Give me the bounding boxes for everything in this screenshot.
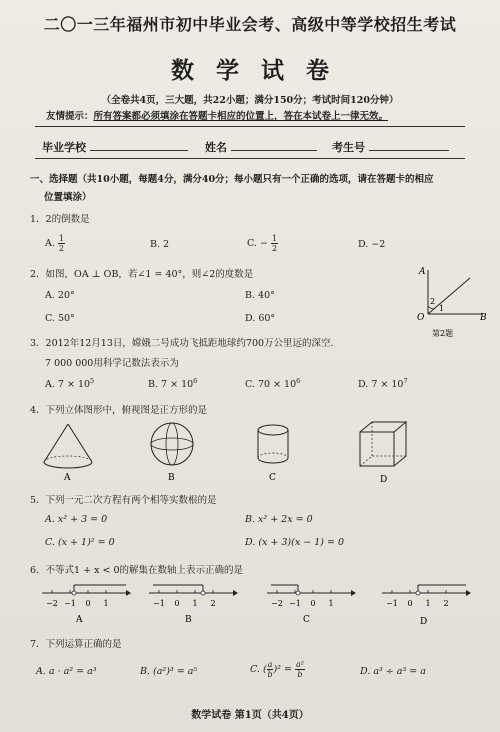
cube-figure[interactable] [354, 418, 416, 484]
q2-stem: 2．如图，OA ⊥ OB，若∠1 = 40°，则∠2的度数是 [30, 269, 254, 280]
name-field[interactable] [205, 139, 317, 155]
label-1: 1 [439, 304, 445, 313]
q2-option-d[interactable]: D. 60° [245, 313, 276, 324]
tip-text: 所有答案都必须填涂在答题卡相应的位置上，答在本试卷上一律无效。 [93, 111, 389, 122]
id-blank[interactable] [369, 150, 449, 151]
q5-option-d[interactable]: D. (x + 3)(x − 1) = 0 [245, 537, 344, 548]
q1-stem: 1．2的倒数是 [30, 214, 90, 225]
id-field[interactable] [332, 139, 449, 155]
tick-label: 1 [103, 599, 109, 608]
sphere-figure[interactable] [142, 418, 202, 484]
q1-option-c[interactable]: C. − $\frac{1}{2}$ [247, 234, 278, 253]
name-blank[interactable] [231, 150, 317, 151]
q5-option-a[interactable]: A. x² + 3 = 0 [45, 514, 108, 525]
q3-option-b[interactable]: B. $7 \times 10^6$ [148, 377, 198, 391]
exam-title: 二〇一三年福州市初中毕业会考、高级中等学校招生考试 [43, 15, 457, 34]
q3-stem-2: 7 000 000用科学记数法表示为 [45, 358, 179, 369]
option-label: C [303, 615, 310, 625]
tip-label: 友情提示： [46, 111, 94, 122]
q3-stem: 3．2012年12月13日，嫦娥二号成功飞抵距地球约700万公里远的深空． [30, 338, 341, 349]
q1-option-a[interactable]: A. $\frac{1}{2}$ [45, 234, 65, 253]
label-2: 2 [430, 297, 436, 306]
angle-arc [428, 306, 434, 309]
tick-label: −2 [271, 599, 283, 608]
q3-option-a[interactable]: A. $7 \times 10^5$ [45, 377, 95, 391]
tick-label: 2 [443, 599, 449, 608]
option-d-label: D [380, 475, 388, 484]
tick-label: 1 [425, 599, 431, 608]
school-field[interactable] [42, 139, 188, 155]
name-label: 姓名 [205, 141, 227, 154]
exam-info: （全卷共4页，三大题，共22小题；满分150分；考试时间120分钟） [101, 95, 399, 106]
tick-label: −2 [46, 599, 58, 608]
q5-stem: 5．下列一元二次方程有两个相等实数根的是 [30, 495, 217, 506]
q1-option-b[interactable]: B. 2 [150, 239, 170, 250]
q6-stem: 6．不等式1 + x < 0的解集在数轴上表示正确的是 [30, 565, 243, 576]
label-b: B [480, 313, 487, 323]
cylinder-figure[interactable] [246, 418, 306, 484]
ray-oc [428, 278, 470, 314]
q7-option-b[interactable]: B. (a²)³ = a⁵ [140, 666, 198, 677]
friendly-tip [46, 108, 388, 122]
divider-top [35, 126, 465, 127]
number-line-b[interactable] [145, 578, 240, 626]
section1-heading: 一、选择题（共10小题，每题4分，满分40分；每小题只有一个正确的选项，请在答题卡的相应 [30, 174, 434, 185]
q7-option-a[interactable]: A. a · a² = a³ [36, 666, 97, 677]
tick-label: 1 [192, 599, 198, 608]
q3-option-c[interactable]: C. $70 \times 10^6$ [245, 377, 301, 391]
option-b-label: B [168, 473, 175, 483]
figure-caption: 第2题 [432, 329, 454, 338]
q1-option-d[interactable]: D. −2 [358, 239, 386, 250]
tick-label: −1 [64, 599, 76, 608]
q2-option-a[interactable]: A. 20° [45, 290, 75, 301]
q7-option-c[interactable]: C. ( $\frac{a}{b}$ )² = $\frac{\text{a²}}{b}$ [250, 660, 304, 679]
section1-heading-2: 位置填涂） [44, 192, 92, 203]
q4-stem: 4．下列立体图形中，俯视图是正方形的是 [30, 405, 208, 416]
label-o: O [417, 313, 425, 323]
tick-label: 2 [210, 599, 216, 608]
tick-label: 0 [407, 599, 413, 608]
tick-label: −1 [386, 599, 398, 608]
number-line-a[interactable] [38, 578, 133, 626]
label-a: A [419, 267, 426, 277]
subject-title: 数学试卷 [171, 57, 351, 84]
q7-stem: 7．下列运算正确的是 [30, 639, 122, 650]
tick-label: 1 [328, 599, 334, 608]
tick-label: 0 [310, 599, 316, 608]
tick-label: 0 [174, 599, 180, 608]
q2-figure [408, 262, 493, 340]
option-label: B [185, 615, 192, 625]
divider-form [35, 158, 465, 159]
tick-label: −1 [153, 599, 165, 608]
school-label: 毕业学校 [42, 141, 86, 154]
page-footer: 数学试卷 第1页（共4页） [191, 710, 309, 721]
number-line-d[interactable] [378, 578, 473, 628]
option-a-label: A [64, 473, 71, 483]
q2-option-c[interactable]: C. 50° [45, 313, 75, 324]
tick-label: −1 [289, 599, 301, 608]
cone-figure[interactable] [38, 418, 98, 484]
number-line-c[interactable] [263, 578, 358, 626]
school-blank[interactable] [90, 150, 188, 151]
option-label: A [76, 615, 83, 625]
tick-label: 0 [85, 599, 91, 608]
id-label: 考生号 [332, 141, 365, 154]
option-c-label: C [269, 473, 276, 483]
q3-option-d[interactable]: D. $7 \times 10^7$ [358, 377, 408, 391]
fraction: $\frac{1}{2}$ [271, 234, 278, 253]
q5-option-c[interactable]: C. (x + 1)² = 0 [45, 537, 115, 548]
q5-option-b[interactable]: B. x² + 2x = 0 [245, 514, 313, 525]
fraction: $\frac{1}{2}$ [58, 234, 65, 253]
option-label: D [420, 617, 428, 627]
q2-option-b[interactable]: B. 40° [245, 290, 275, 301]
q7-option-d[interactable]: D. a³ ÷ a³ = a [360, 666, 426, 677]
